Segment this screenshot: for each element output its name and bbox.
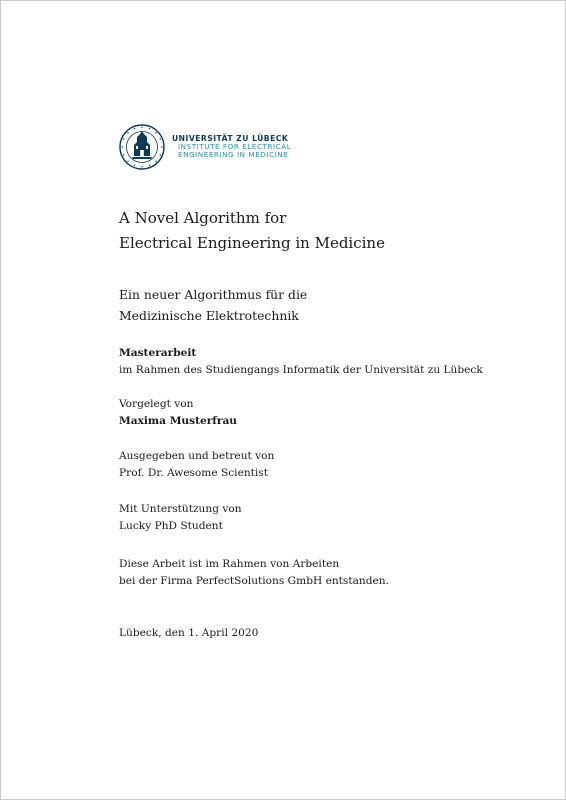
university-seal-icon	[119, 124, 165, 170]
supervisor-label: Ausgegeben und betreut von	[119, 450, 275, 462]
support-label: Mit Unterstützung von	[119, 503, 242, 515]
thesis-type-block	[119, 345, 483, 379]
thesis-context: im Rahmen des Studiengangs Informatik der Universität zu Lübeck	[119, 364, 483, 376]
institute-line-2: ENGINEERING IN MEDICINE	[178, 150, 289, 159]
title-de-line-2: Medizinische Elektrotechnik	[119, 308, 299, 323]
university-logo	[119, 124, 291, 170]
author-name: Maxima Musterfrau	[119, 415, 238, 427]
company-note-line-2: bei der Firma PerfectSolutions GmbH entstanden.	[119, 575, 390, 587]
thesis-title-english	[119, 206, 385, 256]
supervisor-name: Prof. Dr. Awesome Scientist	[119, 467, 268, 479]
author-block	[119, 396, 237, 430]
institute-line-1: INSTITUTE FOR ELECTRICAL	[178, 142, 292, 151]
author-label: Vorgelegt von	[119, 398, 194, 410]
logo-wordmark	[172, 135, 291, 159]
company-note	[119, 556, 389, 590]
support-name: Lucky PhD Student	[119, 520, 223, 532]
university-name: UNIVERSITÄT ZU LÜBECK	[172, 134, 289, 143]
title-de-line-1: Ein neuer Algorithmus für die	[119, 287, 308, 302]
company-note-line-1: Diese Arbeit ist im Rahmen von Arbeiten	[119, 558, 340, 570]
place-and-date: Lübeck, den 1. April 2020	[119, 627, 259, 639]
thesis-type: Masterarbeit	[119, 347, 197, 359]
title-en-line-1: A Novel Algorithm for	[119, 209, 287, 227]
thesis-title-german	[119, 284, 307, 326]
support-block	[119, 501, 242, 535]
title-en-line-2: Electrical Engineering in Medicine	[119, 234, 385, 252]
supervisor-block	[119, 448, 274, 482]
